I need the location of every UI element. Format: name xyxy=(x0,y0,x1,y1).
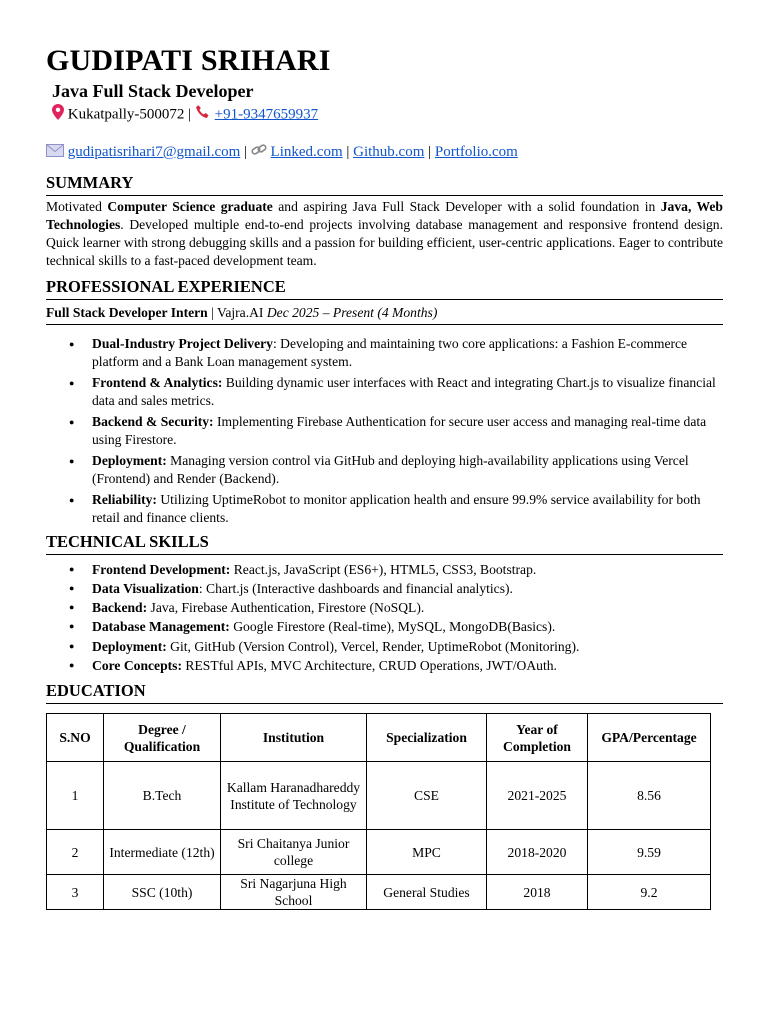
item-text: Implementing Firebase Authentication for secure user access and managing real-time data using Firestore. xyxy=(92,413,707,447)
summary-part: and aspiring Java Full Stack Developer with a solid foundation in xyxy=(272,198,661,214)
link-chain-icon xyxy=(251,143,267,163)
table-cell: 9.59 xyxy=(588,830,711,875)
item-text: Building dynamic user interfaces with React and integrating Chart.js to visualize financial data and sales metrics. xyxy=(92,374,716,408)
email-link[interactable]: gudipatisrihari7@gmail.com xyxy=(67,144,241,160)
list-item xyxy=(46,413,723,449)
item-label: Deployment: xyxy=(92,638,167,654)
table-cell: 3 xyxy=(47,875,104,910)
table-cell: 2021-2025 xyxy=(487,762,588,830)
item-label: Data Visualization xyxy=(92,580,199,596)
item-label: Core Concepts: xyxy=(92,658,182,674)
contact-line-1 xyxy=(52,104,723,126)
item-label: Backend & Security: xyxy=(92,413,214,429)
column-header: Degree / Qualification xyxy=(104,714,221,762)
job-company: | Vajra.AI xyxy=(211,304,264,320)
column-header: Institution xyxy=(221,714,367,762)
summary-part: Motivated xyxy=(46,198,108,214)
experience-heading: PROFESSIONAL EXPERIENCE xyxy=(46,277,723,300)
item-label: Backend: xyxy=(92,600,148,616)
table-cell: 2018-2020 xyxy=(487,830,588,875)
table-cell: MPC xyxy=(367,830,487,875)
job-role: Java Full Stack Developer xyxy=(52,81,254,101)
summary-heading: SUMMARY xyxy=(46,173,723,196)
table-cell: Sri Nagarjuna High School xyxy=(221,875,367,910)
list-item xyxy=(46,579,723,598)
summary-part: . Developed multiple end-to-end projects involving database management and responsive frontend design. Quick learner with strong debugging skills and a passion for building efficient, user-centric applications. Eager to contribute technical skills to a fast-paced development team. xyxy=(46,216,723,268)
separator: | xyxy=(428,144,432,160)
separator: | xyxy=(188,106,192,123)
column-header: S.NO xyxy=(47,714,104,762)
item-label: Dual-Industry Project Delivery xyxy=(92,335,273,351)
table-cell: B.Tech xyxy=(104,762,221,830)
job-title: Full Stack Developer Intern xyxy=(46,304,208,320)
envelope-icon xyxy=(46,143,64,163)
item-label: Database Management: xyxy=(92,619,230,635)
item-text: Managing version control via GitHub and deploying high-availability applications using Vercel (Frontend) and Render (Backend). xyxy=(92,452,689,486)
resume-page xyxy=(46,44,723,910)
table-cell: 2 xyxy=(47,830,104,875)
item-text: Utilizing UptimeRobot to monitor application health and ensure 99.9% service availability for both retail and finance clients. xyxy=(92,491,701,525)
education-table xyxy=(46,713,711,910)
linkedin-link[interactable]: Linked.com xyxy=(270,144,343,160)
table-cell: Intermediate (12th) xyxy=(104,830,221,875)
summary-bold: Java, Web Technologies xyxy=(46,198,723,232)
table-header-row xyxy=(47,714,711,762)
skills-heading: TECHNICAL SKILLS xyxy=(46,532,723,555)
item-text: : Developing and maintaining two core applications: a Fashion E-commerce platform and a Bank Loan management system. xyxy=(92,335,688,369)
phone-link[interactable]: +91-9347659937 xyxy=(214,106,319,123)
item-label: Reliability: xyxy=(92,491,157,507)
experience-list xyxy=(46,335,723,527)
list-item xyxy=(46,452,723,488)
table-row xyxy=(47,762,711,830)
list-item xyxy=(46,560,723,579)
location-pin-icon xyxy=(52,104,64,126)
table-row xyxy=(47,875,711,910)
column-header: Specialization xyxy=(367,714,487,762)
location-text: Kukatpally-500072 xyxy=(67,106,185,123)
job-line xyxy=(46,304,723,325)
contact-line-2 xyxy=(46,142,723,163)
item-label: Frontend & Analytics: xyxy=(92,374,223,390)
job-dates: Dec 2025 – Present (4 Months) xyxy=(266,304,438,320)
table-row xyxy=(47,830,711,875)
item-text: React.js, JavaScript (ES6+), HTML5, CSS3, Bootstrap. xyxy=(230,561,537,577)
item-label: Frontend Development: xyxy=(92,561,231,577)
list-item xyxy=(46,598,723,617)
column-header: Year of Completion xyxy=(487,714,588,762)
list-item xyxy=(46,617,723,636)
column-header: GPA/Percentage xyxy=(588,714,711,762)
list-item xyxy=(46,656,723,675)
list-item xyxy=(46,335,723,371)
table-cell: 8.56 xyxy=(588,762,711,830)
separator: | xyxy=(244,144,248,160)
item-text: Java, Firebase Authentication, Firestore (NoSQL). xyxy=(147,600,425,616)
item-text: : Chart.js (Interactive dashboards and financial analytics). xyxy=(198,580,513,596)
candidate-name: GUDIPATI SRIHARI xyxy=(46,44,331,77)
table-cell: 1 xyxy=(47,762,104,830)
table-cell: General Studies xyxy=(367,875,487,910)
table-cell: Kallam Haranadhareddy Institute of Technology xyxy=(221,762,367,830)
item-text: RESTful APIs, MVC Architecture, CRUD Operations, JWT/OAuth. xyxy=(181,658,557,674)
table-cell: CSE xyxy=(367,762,487,830)
phone-icon xyxy=(195,104,211,126)
list-item xyxy=(46,637,723,656)
item-text: Google Firestore (Real-time), MySQL, MongoDB(Basics). xyxy=(229,619,556,635)
github-link[interactable]: Github.com xyxy=(353,144,425,160)
item-text: Git, GitHub (Version Control), Vercel, Render, UptimeRobot (Monitoring). xyxy=(166,638,580,654)
separator: | xyxy=(346,144,350,160)
table-cell: 2018 xyxy=(487,875,588,910)
table-cell: 9.2 xyxy=(588,875,711,910)
item-label: Deployment: xyxy=(92,452,167,468)
table-cell: SSC (10th) xyxy=(104,875,221,910)
summary-text xyxy=(46,198,723,270)
list-item xyxy=(46,491,723,527)
skills-list xyxy=(46,560,723,676)
summary-bold: Computer Science graduate xyxy=(107,198,273,214)
portfolio-link[interactable]: Portfolio.com xyxy=(434,144,518,160)
table-cell: Sri Chaitanya Junior college xyxy=(221,830,367,875)
education-heading: EDUCATION xyxy=(46,681,723,704)
list-item xyxy=(46,374,723,410)
